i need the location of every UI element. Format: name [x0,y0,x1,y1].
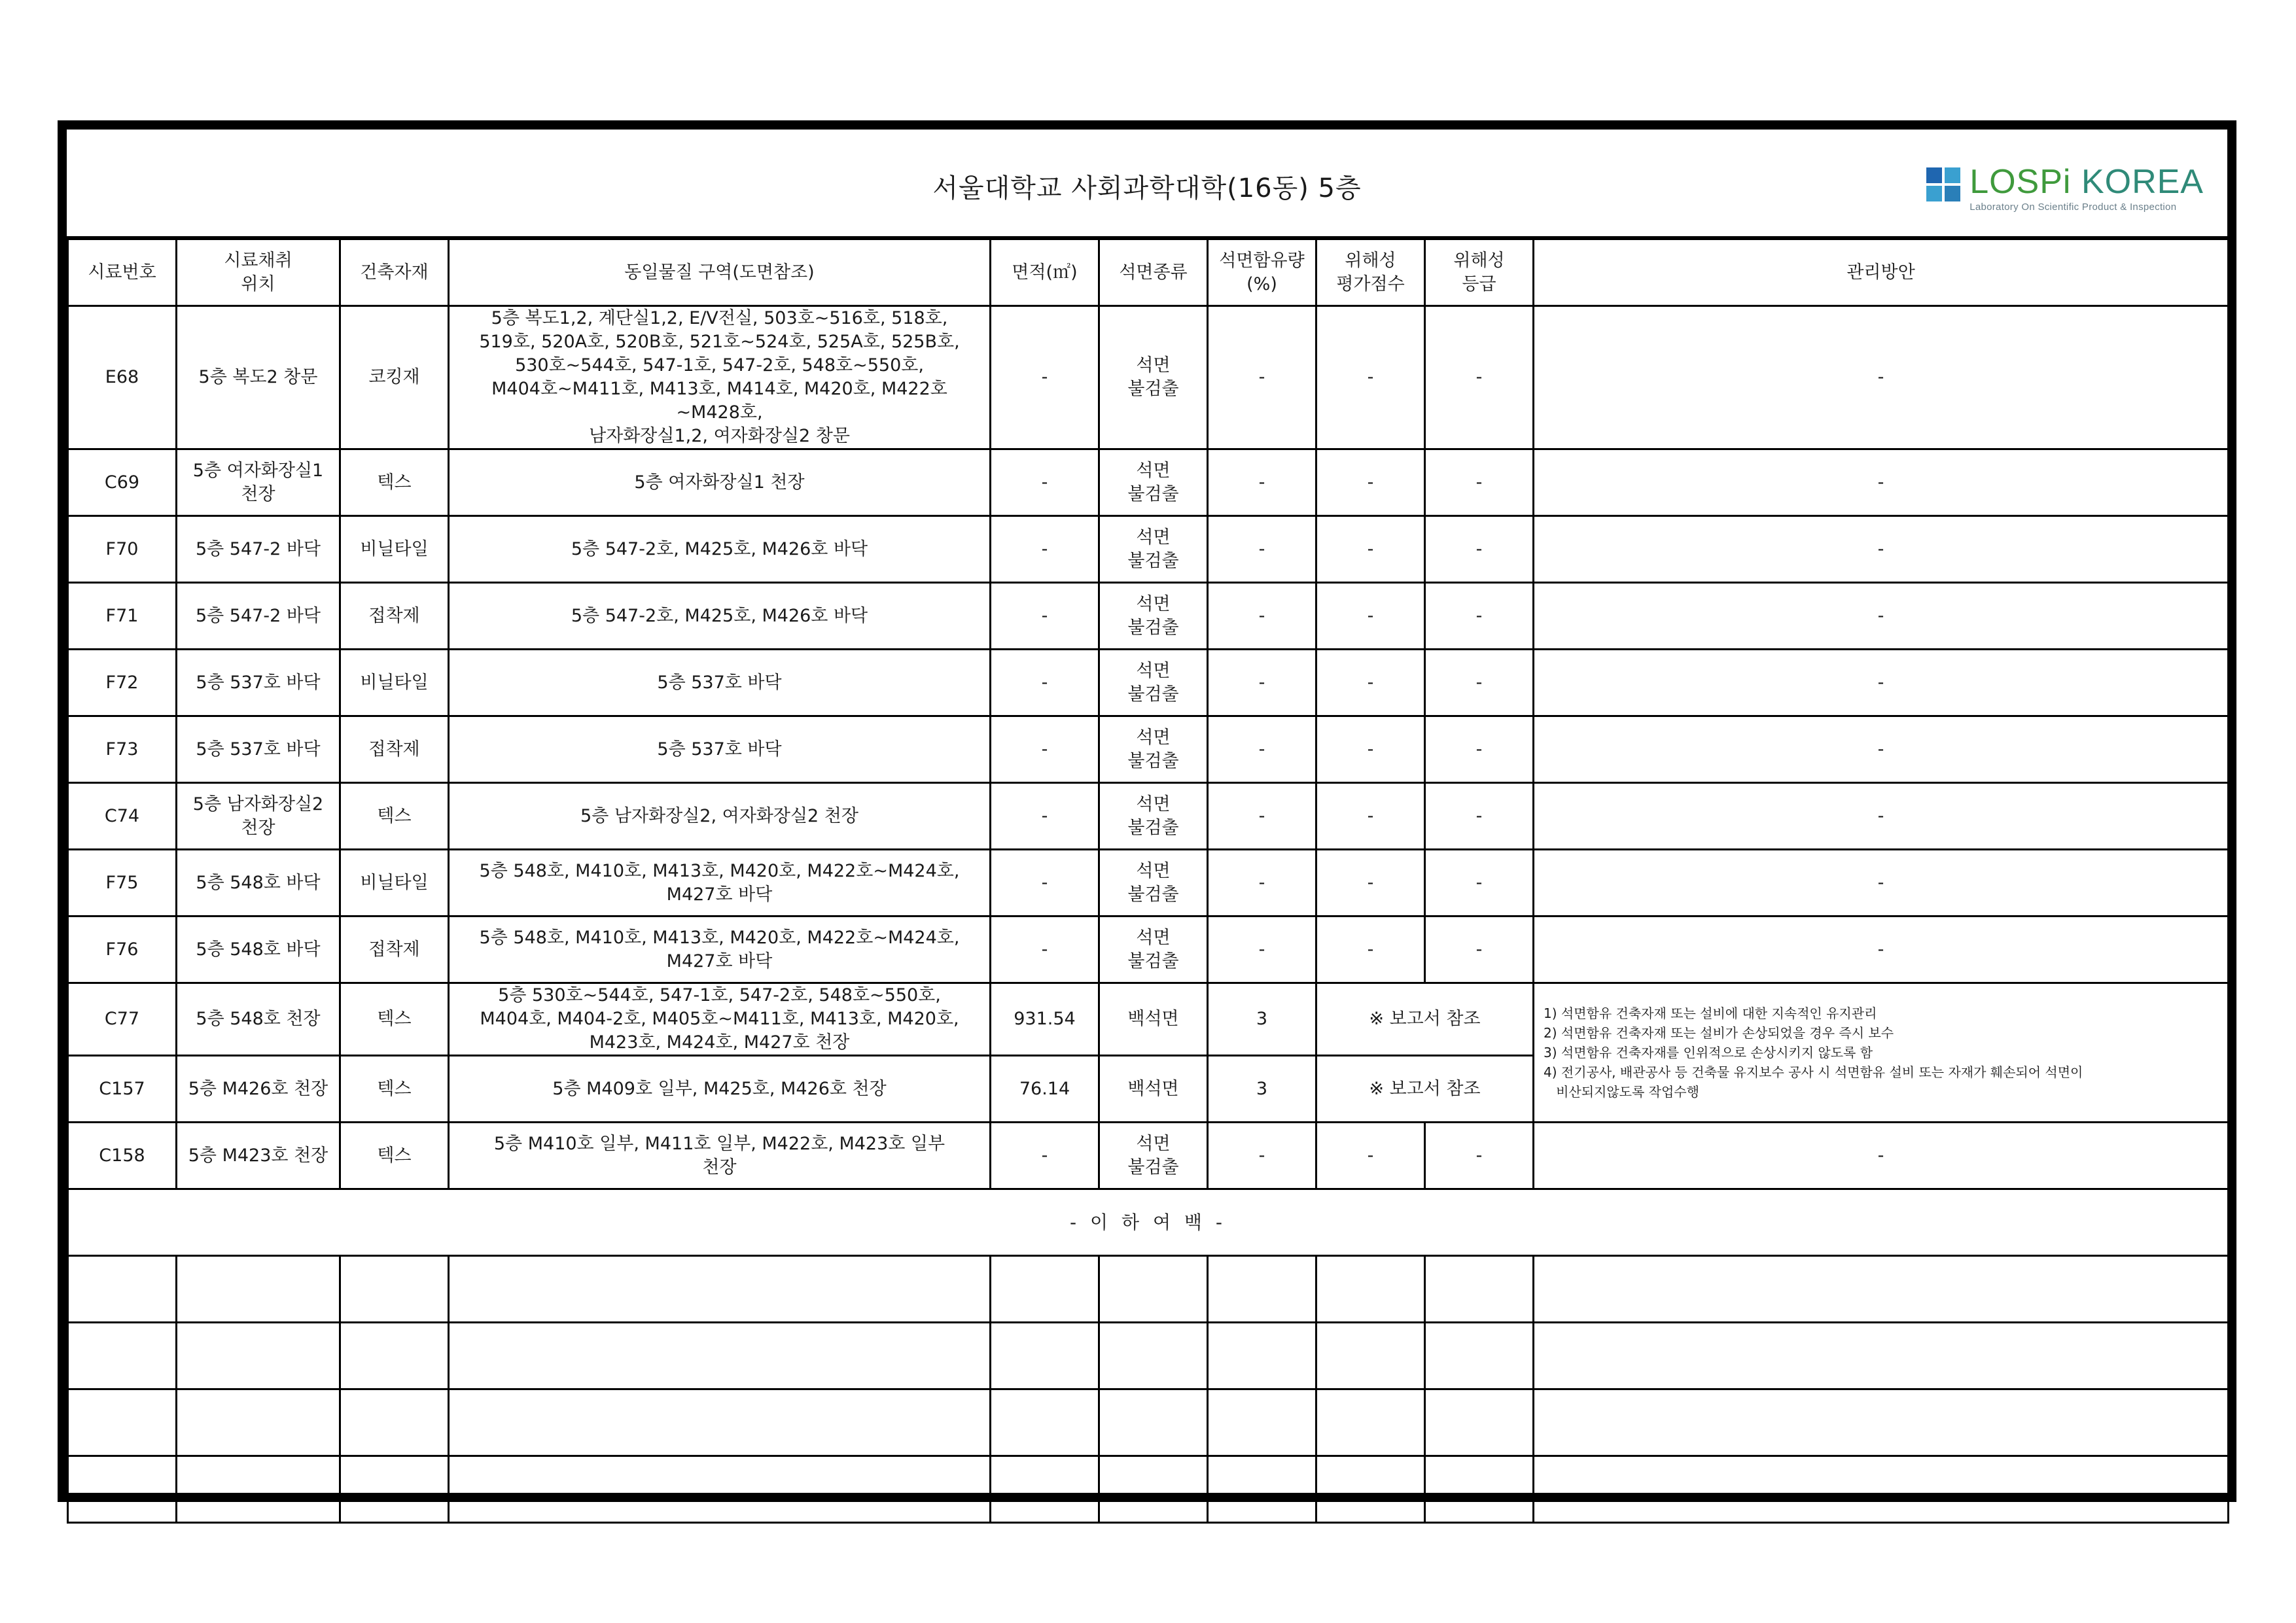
score-cell: - [1316,1123,1425,1189]
content-cell: - [1208,916,1316,983]
sample-no-cell: F76 [68,916,177,983]
material-cell: 접착제 [340,583,449,650]
sample-no-cell: F72 [68,650,177,716]
blank-cell [1316,1456,1425,1523]
content-cell: - [1208,716,1316,783]
location-cell: 5층 M423호 천장 [177,1123,340,1189]
content-cell: - [1208,449,1316,516]
grade-cell: - [1425,916,1534,983]
header-area-scope: 동일물질 구역(도면참조) [449,239,991,306]
scope-cell: 5층 여자화장실1 천장 [449,449,991,516]
blank-cell [991,1256,1099,1323]
sample-no-cell: C77 [68,983,177,1056]
blank-cell [68,1456,177,1523]
sample-no-cell: F73 [68,716,177,783]
management-cell: - [1534,916,2229,983]
header-grade: 위해성 등급 [1425,239,1534,306]
grade-cell: - [1425,650,1534,716]
header-area: 면적(㎡) [991,239,1099,306]
area-cell: - [991,449,1099,516]
grade-cell: - [1425,516,1534,583]
content-cell: - [1208,783,1316,850]
content-cell: - [1208,306,1316,449]
blank-cell [1534,1256,2229,1323]
header-row [68,239,2229,306]
blank-cell [68,1323,177,1389]
score-cell: - [1316,716,1425,783]
header-sample-no: 시료번호 [68,239,177,306]
report-reference-cell: ※ 보고서 참조 [1316,1056,1534,1123]
blank-cell [1099,1456,1208,1523]
asbestos-type-cell: 석면 불검출 [1099,306,1208,449]
blank-row [68,1323,2229,1389]
blank-cell [68,1389,177,1456]
blank-cell [340,1389,449,1456]
management-cell: - [1534,306,2229,449]
table-row [68,516,2229,583]
title-row [67,130,2227,238]
table-row [68,306,2229,449]
blank-cell [1316,1323,1425,1389]
asbestos-type-cell: 석면 불검출 [1099,583,1208,650]
score-cell: - [1316,583,1425,650]
scope-cell: 5층 548호, M410호, M413호, M420호, M422호~M424호, M427호 바닥 [449,850,991,916]
management-cell: - [1534,850,2229,916]
grade-cell: - [1425,1123,1534,1189]
material-cell: 비닐타일 [340,650,449,716]
content-cell: - [1208,650,1316,716]
blank-cell [340,1256,449,1323]
area-cell: - [991,583,1099,650]
report-sheet [58,120,2236,1502]
material-cell: 코킹재 [340,306,449,449]
table-row [68,650,2229,716]
management-cell: - [1534,783,2229,850]
header-content: 석면함유량 (%) [1208,239,1316,306]
blank-cell [1099,1256,1208,1323]
header-asbestos-type: 석면종류 [1099,239,1208,306]
report-reference-cell: ※ 보고서 참조 [1316,983,1534,1056]
sample-no-cell: C157 [68,1056,177,1123]
material-cell: 비닐타일 [340,850,449,916]
lospi-korea-logo: LOSPi KOREA Laboratory On Scientific Product & Inspection [1926,165,2204,215]
scope-cell: 5층 547-2호, M425호, M426호 바닥 [449,583,991,650]
location-cell: 5층 537호 바닥 [177,650,340,716]
content-cell: - [1208,1123,1316,1189]
location-cell: 5층 복도2 창문 [177,306,340,449]
scope-cell: 5층 530호~544호, 547-1호, 547-2호, 548호~550호, M404호, M404-2호, M405호~M411호, M413호, M420호, M423호, M424호, M427호 천장 [449,983,991,1056]
asbestos-type-cell: 석면 불검출 [1099,916,1208,983]
blank-cell [68,1256,177,1323]
blank-cell [1099,1389,1208,1456]
management-cell: - [1534,1123,2229,1189]
location-cell: 5층 547-2 바닥 [177,516,340,583]
end-marker-row [68,1189,2229,1256]
scope-cell: 5층 M409호 일부, M425호, M426호 천장 [449,1056,991,1123]
blank-cell [177,1256,340,1323]
material-cell: 접착제 [340,716,449,783]
blank-cell [340,1323,449,1389]
table-row [68,850,2229,916]
table-row [68,449,2229,516]
sample-no-cell: E68 [68,306,177,449]
score-cell: - [1316,449,1425,516]
location-cell: 5층 여자화장실1 천장 [177,449,340,516]
content-cell: - [1208,850,1316,916]
asbestos-type-cell: 석면 불검출 [1099,516,1208,583]
material-cell: 텍스 [340,449,449,516]
location-cell: 5층 548호 바닥 [177,850,340,916]
sample-no-cell: F75 [68,850,177,916]
area-cell: - [991,850,1099,916]
grade-cell: - [1425,783,1534,850]
blank-row [68,1256,2229,1323]
area-cell: - [991,1123,1099,1189]
score-cell: - [1316,306,1425,449]
blank-cell [340,1456,449,1523]
asbestos-type-cell: 석면 불검출 [1099,449,1208,516]
location-cell: 5층 537호 바닥 [177,716,340,783]
blank-cell [1425,1456,1534,1523]
management-cell: - [1534,516,2229,583]
blank-cell [1425,1323,1534,1389]
asbestos-type-cell: 백석면 [1099,983,1208,1056]
score-cell: - [1316,850,1425,916]
table-row [68,783,2229,850]
content-cell: - [1208,516,1316,583]
location-cell: 5층 남자화장실2 천장 [177,783,340,850]
score-cell: - [1316,783,1425,850]
asbestos-type-cell: 석면 불검출 [1099,1123,1208,1189]
material-cell: 텍스 [340,1056,449,1123]
blank-cell [1099,1323,1208,1389]
blank-row [68,1456,2229,1523]
area-cell: 76.14 [991,1056,1099,1123]
management-notes-cell: 1) 석면함유 건축자재 또는 설비에 대한 지속적인 유지관리 2) 석면함유 건축자재 또는 설비가 손상되었을 경우 즉시 보수 3) 석면함유 건축자재를 인위적으로 손상시키지 않도록 함 4) 전기공사, 배관공사 등 건축물 유지보수 공사 시 석면함유 설비 또는 자재가 훼손되어 석면이 비산되지않도록 작업수행 [1534,983,2229,1123]
blank-cell [1208,1389,1316,1456]
content-cell: - [1208,583,1316,650]
location-cell: 5층 548호 천장 [177,983,340,1056]
scope-cell: 5층 547-2호, M425호, M426호 바닥 [449,516,991,583]
area-cell: 931.54 [991,983,1099,1056]
header-score: 위해성 평가점수 [1316,239,1425,306]
blank-cell [1316,1256,1425,1323]
blank-cell [1425,1256,1534,1323]
area-cell: - [991,916,1099,983]
location-cell: 5층 M426호 천장 [177,1056,340,1123]
asbestos-type-cell: 석면 불검출 [1099,650,1208,716]
logo-squares-icon [1926,167,1960,201]
area-cell: - [991,516,1099,583]
grade-cell: - [1425,449,1534,516]
page-title: 서울대학교 사회과학대학(16동) 5층 [932,173,1362,203]
content-cell: 3 [1208,983,1316,1056]
management-cell: - [1534,650,2229,716]
material-cell: 텍스 [340,983,449,1056]
material-cell: 텍스 [340,1123,449,1189]
scope-cell: 5층 M410호 일부, M411호 일부, M422호, M423호 일부 천장 [449,1123,991,1189]
blank-cell [1316,1389,1425,1456]
blank-cell [449,1323,991,1389]
header-management: 관리방안 [1534,239,2229,306]
management-cell: - [1534,583,2229,650]
area-cell: - [991,716,1099,783]
asbestos-type-cell: 석면 불검출 [1099,783,1208,850]
blank-cell [1534,1389,2229,1456]
scope-cell: 5층 537호 바닥 [449,716,991,783]
header-material: 건축자재 [340,239,449,306]
header-location: 시료채취 위치 [177,239,340,306]
blank-cell [991,1323,1099,1389]
management-cell: - [1534,449,2229,516]
blank-cell [1208,1456,1316,1523]
asbestos-type-cell: 석면 불검출 [1099,850,1208,916]
blank-cell [1208,1323,1316,1389]
scope-cell: 5층 548호, M410호, M413호, M420호, M422호~M424호, M427호 바닥 [449,916,991,983]
table-row [68,983,2229,1056]
sample-no-cell: C69 [68,449,177,516]
blank-cell [1534,1456,2229,1523]
area-cell: - [991,783,1099,850]
score-cell: - [1316,916,1425,983]
management-cell: - [1534,716,2229,783]
material-cell: 텍스 [340,783,449,850]
blank-cell [449,1456,991,1523]
table-row [68,716,2229,783]
asbestos-type-cell: 백석면 [1099,1056,1208,1123]
blank-cell [1208,1256,1316,1323]
blank-cell [177,1456,340,1523]
scope-cell: 5층 남자화장실2, 여자화장실2 천장 [449,783,991,850]
asbestos-type-cell: 석면 불검출 [1099,716,1208,783]
blank-cell [177,1323,340,1389]
score-cell: - [1316,650,1425,716]
table-row [68,1123,2229,1189]
blank-cell [991,1456,1099,1523]
blank-row [68,1389,2229,1456]
sample-no-cell: F71 [68,583,177,650]
blank-cell [1534,1323,2229,1389]
material-cell: 접착제 [340,916,449,983]
scope-cell: 5층 537호 바닥 [449,650,991,716]
blank-cell [1425,1389,1534,1456]
content-cell: 3 [1208,1056,1316,1123]
grade-cell: - [1425,850,1534,916]
grade-cell: - [1425,583,1534,650]
blank-cell [991,1389,1099,1456]
end-marker: - 이 하 여 백 - [68,1189,2229,1256]
score-cell: - [1316,516,1425,583]
area-cell: - [991,306,1099,449]
table-row [68,916,2229,983]
sample-no-cell: C74 [68,783,177,850]
blank-cell [177,1389,340,1456]
asbestos-survey-table [67,238,2229,1524]
area-cell: - [991,650,1099,716]
sample-no-cell: F70 [68,516,177,583]
sample-no-cell: C158 [68,1123,177,1189]
blank-cell [449,1389,991,1456]
location-cell: 5층 547-2 바닥 [177,583,340,650]
location-cell: 5층 548호 바닥 [177,916,340,983]
grade-cell: - [1425,306,1534,449]
scope-cell: 5층 복도1,2, 계단실1,2, E/V전실, 503호~516호, 518호, 519호, 520A호, 520B호, 521호~524호, 525A호, 525B호, 530호~544호, 547-1호, 547-2호, 548호~550호, M404호~M411호, M413호, M414호, M420호, M422호~M428호, 남자화장실1,2, 여자화장실2 창문 [449,306,991,449]
grade-cell: - [1425,716,1534,783]
material-cell: 비닐타일 [340,516,449,583]
blank-cell [449,1256,991,1323]
table-row [68,583,2229,650]
